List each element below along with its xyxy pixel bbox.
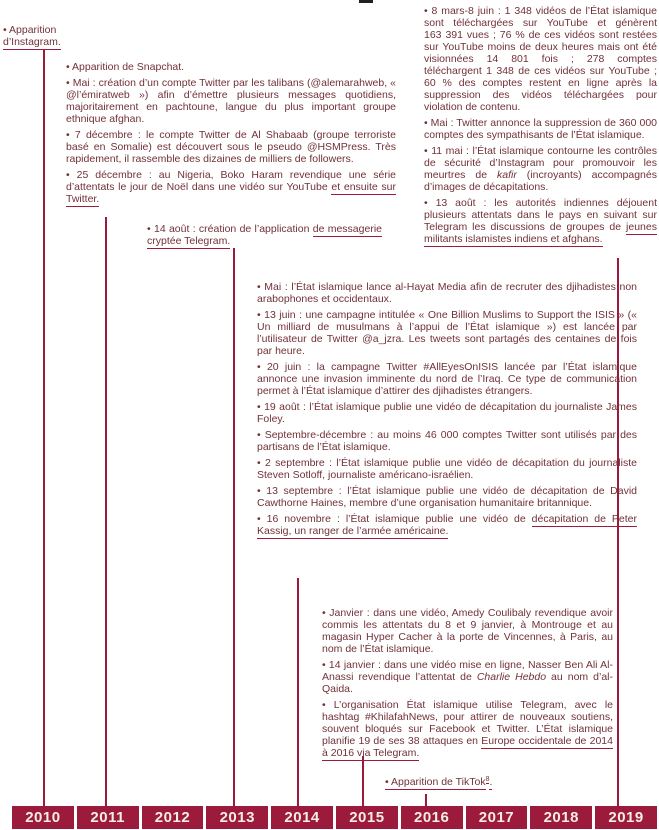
event-block-2014 bbox=[257, 281, 637, 537]
event-text: • Apparition de Snapchat. bbox=[66, 61, 185, 73]
event-item bbox=[322, 607, 613, 655]
event-text-underlined: et ensuite sur Twitter. bbox=[66, 181, 396, 205]
event-item bbox=[322, 699, 613, 759]
event-text: • 7 décembre : le compte Twitter de Al Shabaab (groupe terroriste basé en Somalie) est découvert sous le pseudo @HSMPress. Très rapidement, il rassemble des dizaines de milliers de followers. bbox=[66, 129, 396, 165]
event-item bbox=[66, 169, 396, 205]
event-text: • 13 juin : une campagne intitulée « One Billion Muslims to Support the ISIS » (« Un milliard de musulmans à l’appui de l’État islamique ») est lancée par l’utilisateur de Twitter @a_jzra. Les tweets sont partagés des centaines de fois par heure. bbox=[257, 309, 637, 357]
connector-line-2013 bbox=[233, 248, 235, 807]
event-item bbox=[424, 197, 657, 245]
event-item bbox=[3, 24, 87, 48]
event-text: • 20 juin : la campagne Twitter #AllEyesOnISIS lancée par l’État islamique annonce une invasion imminente du nord de l’Iraq. Ce type de communication permet à l’État islamique d’attirer des djihadistes étrangers. bbox=[257, 361, 637, 397]
year-box-2019: 2019 bbox=[595, 806, 657, 829]
event-item bbox=[257, 281, 637, 305]
year-box-2014: 2014 bbox=[271, 806, 333, 829]
event-text: • 16 novembre : l’État islamique publie une vidéo de bbox=[257, 513, 532, 525]
event-text: • 8 mars-8 juin : 1 348 vidéos de l’État islamique sont téléchargées sur YouTube et génèrent 163 391 vues ; 76 % de ces vidéos sont restées sur YouTube moins de deux heures mais ont été visionnées 14 801 fois ; 278 comptes téléchargent 1 348 de ces vidéos sur YouTube ; 60 % des comptes restent en ligne après la suppression des vidéos téléchargées pour violation de contenu. bbox=[424, 5, 657, 113]
event-text: • 13 août : les autorités indiennes déjouent plusieurs attentats dans le pays en suivant sur Telegram les discussions de groupes de bbox=[424, 197, 657, 233]
event-item bbox=[257, 485, 637, 509]
event-item bbox=[424, 5, 657, 113]
event-item bbox=[257, 513, 637, 537]
event-text: • Septembre-décembre : au moins 46 000 comptes Twitter sont utilisés par des partisans de l’État islamique. bbox=[257, 429, 637, 453]
event-text-underlined: • Apparition de TikTok bbox=[385, 776, 486, 788]
event-block-2019 bbox=[424, 5, 657, 245]
event-block-2016 bbox=[385, 776, 595, 788]
event-block-2013 bbox=[147, 223, 382, 247]
year-box-2011: 2011 bbox=[77, 806, 139, 829]
cropped-page-artifact bbox=[359, 0, 373, 3]
event-text: • L’organisation État islamique utilise Telegram, avec le hashtag #KhilafahNews, pour attirer de nouveaux soutiens, souvent bloqués sur Facebook et Twitter. L’État islamique planifie 19 de ses 38 attaques en bbox=[322, 699, 613, 747]
connector-line-2011 bbox=[105, 217, 107, 807]
year-box-2012: 2012 bbox=[142, 806, 204, 829]
event-text: au nom d’al-Qaida. bbox=[322, 671, 614, 695]
event-block-2011 bbox=[66, 61, 396, 205]
event-text: • Mai : création d’un compte Twitter par les talibans (@alemarahweb, « @l’émiratweb ») afin d’émettre plusieurs messages quotidiens, majoritairement en pachtoune, langue du plus important groupe ethnique afghan. bbox=[66, 77, 396, 125]
event-text: • 14 janvier : dans une vidéo mise en ligne, Nasser Ben Ali Al-Anassi revendique l’attentat de bbox=[322, 659, 613, 683]
event-text: • 25 décembre : au Nigeria, Boko Haram revendique une série d’attentats le jour de Noël dans une vidéo sur YouTube bbox=[66, 169, 396, 193]
year-box-2016: 2016 bbox=[401, 806, 463, 829]
event-block-2010 bbox=[3, 24, 87, 48]
event-text: • Janvier : dans une vidéo, Amedy Coulibaly revendique avoir commis les attentats du 8 et 9 janvier, à Montrouge et au magasin Hyper Cacher à la porte de Vincennes, à Paris, au nom de l’État islamique. bbox=[322, 607, 613, 655]
timeline-axis bbox=[12, 806, 657, 829]
event-item bbox=[66, 129, 396, 165]
event-text-underlined: jeunes militants islamistes indiens et afghans. bbox=[424, 221, 657, 245]
year-box-2017: 2017 bbox=[466, 806, 528, 829]
year-box-2018: 2018 bbox=[530, 806, 592, 829]
event-text-underlined: . bbox=[489, 776, 493, 788]
event-item bbox=[385, 776, 595, 788]
event-item bbox=[257, 457, 637, 481]
event-text-underlined: 8 bbox=[485, 775, 490, 783]
connector-line-2015 bbox=[362, 756, 364, 807]
event-item bbox=[257, 309, 637, 357]
event-text: • 14 août : création de l’application bbox=[147, 223, 313, 235]
year-box-2013: 2013 bbox=[206, 806, 268, 829]
event-item bbox=[257, 361, 637, 397]
event-text: • 11 mai : l’État islamique contourne les contrôles de sécurité d’Instagram pour promouvoir les meurtres de bbox=[424, 145, 657, 181]
event-text: • Apparition bbox=[3, 24, 57, 36]
event-text-underlined: d’Instagram. bbox=[3, 36, 61, 48]
event-text: (incroyants) accompagnés d’images de décapitations. bbox=[424, 169, 657, 193]
event-item bbox=[147, 223, 382, 247]
event-text: kafir bbox=[497, 169, 517, 181]
event-text-underlined: de messagerie cryptée Telegram. bbox=[147, 223, 382, 247]
event-text-underlined: décapitation de Peter Kassig, un ranger de l’armée américaine. bbox=[257, 513, 637, 537]
event-item bbox=[257, 401, 637, 425]
event-text: • 13 septembre : l’État islamique publie une vidéo de décapitation de David Cawthorne Haines, membre d’une organisation humanitaire britannique. bbox=[257, 485, 637, 509]
event-item bbox=[424, 117, 657, 141]
event-text-underlined: Europe occidentale de 2014 à 2016 via Telegram. bbox=[322, 735, 613, 759]
year-box-2015: 2015 bbox=[336, 806, 398, 829]
event-item bbox=[66, 61, 396, 73]
event-item bbox=[322, 659, 613, 695]
event-item bbox=[257, 429, 637, 453]
year-box-2010: 2010 bbox=[12, 806, 74, 829]
event-item bbox=[66, 77, 396, 125]
event-text: • Mai : Twitter annonce la suppression de 360 000 comptes des sympathisants de l’État islamique. bbox=[424, 117, 657, 141]
event-item bbox=[424, 145, 657, 193]
connector-line-2014 bbox=[297, 578, 299, 807]
event-text: • Mai : l’État islamique lance al-Hayat Media afin de recruter des djihadistes non arabophones et occidentaux. bbox=[257, 281, 637, 305]
connector-line-2010 bbox=[43, 49, 45, 807]
event-text: • 2 septembre : l’État islamique publie une vidéo de décapitation du journaliste Steven Sotloff, journaliste américano-israélien. bbox=[257, 457, 637, 481]
event-block-2015 bbox=[322, 607, 613, 759]
event-text: • 19 août : l’État islamique publie une vidéo de décapitation du journaliste James Foley. bbox=[257, 401, 637, 425]
event-text: Charlie Hebdo bbox=[476, 671, 547, 683]
